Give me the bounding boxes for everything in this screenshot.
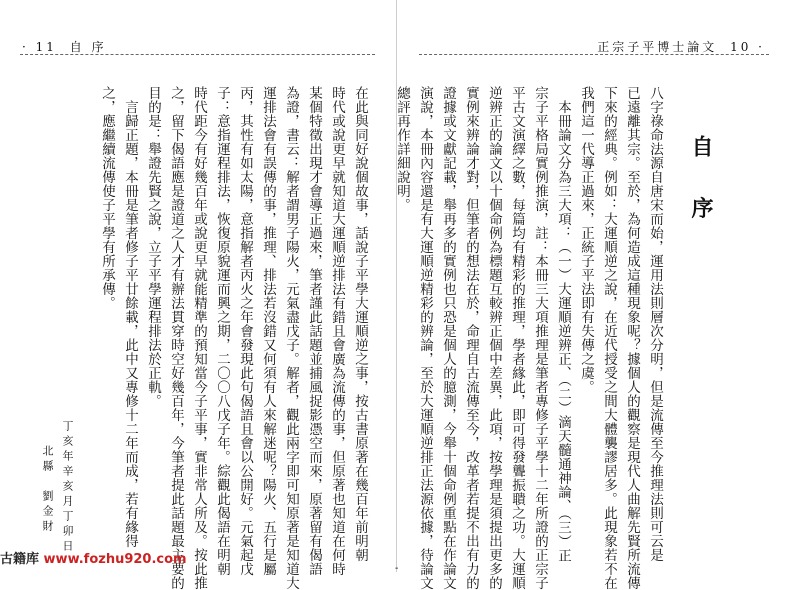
right-running-title: 正宗子平博士論文	[597, 40, 718, 54]
right-header-rule	[419, 54, 769, 55]
left-page-header: · 11 自 序	[22, 40, 107, 54]
text-column: 目的是：舉證先賢之說，立子平學運程排法於正軌。	[145, 86, 161, 408]
watermark-brand: 古籍库	[0, 552, 40, 567]
section-heading: 自 序	[688, 135, 713, 235]
text-column: 為證，書云：解者謂男子陽火，元氣盡戊子。解者，觀此兩字即可知原著是知道大	[283, 86, 299, 590]
text-column: 八字祿命法源自唐宋而始，運用法則層次分明，但是流傳至今推理法則可云是	[647, 86, 663, 562]
text-column: 本冊論文分為三大項：（一）大運順逆辨正、（二）滴天髓通神論、（三）正	[555, 86, 571, 563]
watermark	[0, 548, 187, 567]
right-text-body	[392, 86, 665, 590]
text-column: 之，應繼續流傳使子平學有所承傳。	[99, 86, 115, 310]
text-column: 之，留下偈語應是證道之人才有辦法貫穿時空好幾百年，今筆者提此話題最主要的	[168, 86, 184, 590]
text-column: 言歸正題，本冊是筆者修子平廿餘載，此中又專修十二年而成，若有緣得	[122, 86, 138, 548]
signature-author: 北縣 劉金財	[41, 445, 54, 535]
left-running-title: 自 序	[69, 40, 107, 54]
text-column: 已遠離其宗。至於，為何造成這種現象呢？據個人的觀察是現代人曲解先賢所流傳	[624, 86, 640, 590]
text-column: 某個特徵出現才會導正過來，筆者謹此話題並捕風捉影憑空而來，原著留有偈語	[306, 86, 322, 576]
text-column: 我們這一代導正過來，正統子平法即有失傳之虞。	[578, 86, 594, 394]
text-column: 下來的經典。例如：大運順逆之說，在近代授受之間大體襲謬居多。此現象若不在	[601, 86, 617, 590]
text-column: 時代距今有好幾百年或說更早就能精準的預知當今子平事，實非常人所及。按此推	[191, 86, 207, 590]
right-page-header: 正宗子平博士論文 10 ·	[597, 40, 765, 54]
right-page	[394, 0, 793, 590]
text-column: 實例來辨論才對，但筆者的想法在於，命理自古流傳至今，改革者若提不出有力的	[463, 86, 479, 590]
center-mark: -	[395, 563, 399, 574]
right-page-number: 10	[730, 40, 752, 54]
text-column: 運排法會有誤傳的事，推理、排法若沒錯又何須有人來解迷呢？陽火、五行是屬	[260, 86, 276, 576]
text-column: 宗子平格局實例推演，註：本冊三大項推理是筆者專修子平學十二年所證的正宗子	[532, 86, 548, 590]
text-column: 總評再作詳細說明。	[394, 86, 410, 212]
text-column: 平古文演繹之數，每篇均有精彩的推理，學者緣此，即可得發聾振聵之功。大運順	[509, 86, 525, 590]
text-column: 演說，本冊內容還是有大運順逆精彩的辨論，至於大運順逆排正法源依據，待論文	[417, 86, 433, 590]
signature-date: 丁亥年辛亥月丁卯日	[61, 420, 74, 555]
left-header-rule	[20, 54, 375, 55]
text-column: 逆辨正的論文以十個命例為標題互較辨正個中差異，此項，按學理是須提出更多的	[486, 86, 502, 590]
text-column: 證據或文獻記載，舉再多的實例也只恐是個人的臆測，今舉十個命例重點在作論文	[440, 86, 456, 590]
left-text-body	[97, 86, 370, 590]
watermark-url: www.fozhu920.com	[43, 552, 187, 567]
text-column: 在此與同好說個故事，話說子平學大運順逆之事，按古書原著在幾百年前明朝	[352, 86, 368, 562]
text-column: 丙，其性有如太陽，意指解者丙火之年會發現此句偈語且會以公開好。元氣起戊	[237, 86, 253, 576]
left-page-number: 11	[35, 40, 57, 54]
text-column: 時代或說更早就知道大運順逆排法有錯且會廣為流傳的事，但原著也知道在何時	[329, 86, 345, 576]
text-column: 子：意指運程排法，恢復原貌運而興之期，二〇〇八戊子年。綜觀此偈語在明朝	[214, 86, 230, 576]
